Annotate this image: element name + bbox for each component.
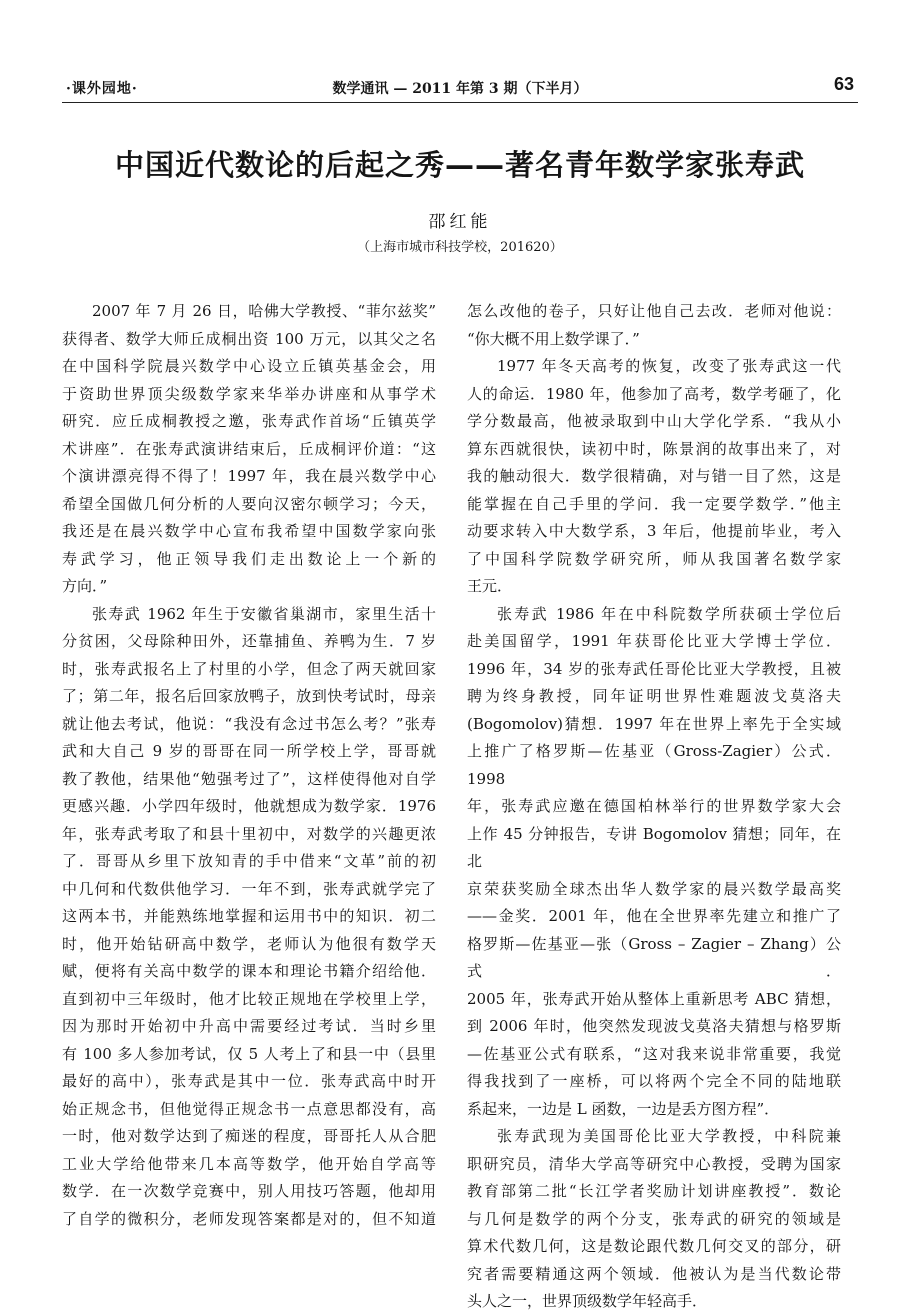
text-line: 有 100 多人参加考试，仅 5 人考上了和县一中（县里 <box>62 1044 436 1063</box>
text-line: 这两本书，并能熟练地掌握和运用书中的知识．初二 <box>62 907 436 925</box>
text-line: 头人之一，世界顶级数学年轻高手． <box>467 1292 708 1310</box>
article-title: 中国近代数论的后起之秀——著名青年数学家张寿武 <box>114 148 805 182</box>
text-line: 了自学的微积分，老师发现答案都是对的，但不知道 <box>62 1209 436 1228</box>
text-line: 术讲座”．在张寿武演讲结束后，丘成桐评价道：“这 <box>62 439 436 458</box>
text-line: 张寿武 1962 年生于安徽省巢湖市，家里生活十 <box>92 604 436 623</box>
text-line: 系起来，一边是 L 函数，一边是丢方图方程”． <box>467 1099 780 1118</box>
author-name: 邵红能 <box>428 212 492 232</box>
text-line: 寿武学习，他正领导我们走出数论上一个新的 <box>62 549 436 568</box>
text-line: 究者需要精通这两个领域．他被认为是当代数论带 <box>467 1264 841 1283</box>
text-line: “你大概不用上数学课了．” <box>467 329 640 348</box>
text-line: 学分数最高，他被录取到中山大学化学系．“我从小 <box>467 412 841 430</box>
text-line: 职研究员，清华大学高等研究中心教授，受聘为国家 <box>467 1154 841 1173</box>
text-line: 王元． <box>467 577 513 595</box>
text-line: 于资助世界顶尖级数学家来华举办讲座和从事学术 <box>62 384 436 403</box>
text-line: 方向．” <box>62 577 108 595</box>
text-line: 年，张寿武考取了和县十里初中，对数学的兴趣更浓 <box>62 824 436 843</box>
text-line: 工业大学给他带来几本高等数学，他开始自学高等 <box>62 1154 436 1173</box>
left-column <box>62 298 436 1233</box>
text-line: 怎么改他的卷子，只好让他自己去改．老师对他说： <box>467 302 841 320</box>
text-line: 算东西就很快，读初中时，陈景润的故事出来了，对 <box>467 439 841 458</box>
page-number: 63 <box>833 74 854 94</box>
running-header <box>62 74 858 100</box>
text-line: 一时，他对数学达到了痴迷的程度，哥哥托人从合肥 <box>62 1127 436 1145</box>
text-line: ——金奖．2001 年，他在全世界率先建立和推广了 <box>467 907 841 925</box>
text-line: 始正规念书，但他觉得正规念书一点意思都没有，高 <box>62 1099 436 1118</box>
text-line: 上推广了格罗斯—佐基亚（Gross-Zagier）公式．1998 <box>467 742 841 788</box>
text-line: 时，他开始钻研高中数学，老师认为他很有数学天 <box>62 934 436 953</box>
journal-issue: 数学通讯 — 2011 年第 3 期（下半月） <box>332 81 588 97</box>
text-line: 京荣获奖励全球杰出华人数学家的晨兴数学最高奖 <box>467 879 841 898</box>
text-line: 能掌握在自己手里的学问．我一定要学数学．”他主 <box>467 494 841 513</box>
text-line: 个演讲漂亮得不得了！1997 年，我在晨兴数学中心 <box>62 467 436 485</box>
text-line: 希望全国做几何分析的人要向汉密尔顿学习；今天， <box>62 494 436 513</box>
text-line: 到 2006 年时，他突然发现波戈莫洛夫猜想与格罗斯 <box>467 1017 841 1035</box>
text-line: 人的命运．1980 年，他参加了高考，数学考砸了，化 <box>467 384 841 403</box>
text-line: 在中国科学院晨兴数学中心设立丘镇英基金会，用 <box>62 357 436 375</box>
text-line: 张寿武 1986 年在中科院数学所获硕士学位后 <box>497 604 841 623</box>
text-line: 得我找到了一座桥，可以将两个完全不同的陆地联 <box>467 1072 841 1090</box>
text-line: 赴美国留学，1991 年获哥伦比亚大学博士学位． <box>467 632 841 650</box>
text-line: 最好的高中），张寿武是其中一位．张寿武高中时开 <box>62 1072 436 1090</box>
text-line: 动要求转入中大数学系，3 年后，他提前毕业，考入 <box>467 522 841 540</box>
section-label: ·课外园地· <box>66 81 138 97</box>
text-line: 1996 年，34 岁的张寿武任哥伦比亚大学教授，且被 <box>467 659 841 678</box>
text-line: —佐基亚公式有联系，“这对我来说非常重要，我觉 <box>467 1044 841 1063</box>
text-line: 时，张寿武报名上了村里的小学，但念了两天就回家 <box>62 659 436 678</box>
text-line: 上作 45 分钟报告，专讲 Bogomolov 猜想；同年，在北 <box>467 824 841 870</box>
text-line: 与几何是数学的两个分支，张寿武的研究的领域是 <box>467 1209 841 1228</box>
text-line: 了；第二年，报名后回家放鸭子，放到快考试时，母亲 <box>62 687 436 705</box>
text-line: 了中国科学院数学研究所，师从我国著名数学家 <box>467 549 841 568</box>
text-line: 更感兴趣．小学四年级时，他就想成为数学家．1976 <box>62 797 436 815</box>
text-line: 数学．在一次数学竞赛中，别人用技巧答题，他却用 <box>62 1182 436 1200</box>
text-line: 张寿武现为美国哥伦比亚大学教授，中科院兼 <box>497 1127 841 1145</box>
right-column <box>467 298 841 1316</box>
text-line: 算术代数几何，这是数论跟代数几何交叉的部分，研 <box>467 1237 841 1255</box>
text-line: 2005 年，张寿武开始从整体上重新思考 ABC 猜想， <box>467 989 841 1008</box>
text-line: 了．哥哥从乡里下放知青的手中借来“文革”前的初 <box>62 852 436 870</box>
text-line: 年，张寿武应邀在德国柏林举行的世界数学家大会 <box>467 797 841 815</box>
author-affiliation: （上海市城市科技学校，201620） <box>357 240 563 255</box>
text-line: 分贫困，父母除种田外，还靠捕鱼、养鸭为生．7 岁 <box>62 632 436 650</box>
text-line: 1977 年冬天高考的恢复，改变了张寿武这一代 <box>497 357 841 375</box>
text-line: 我还是在晨兴数学中心宣布我希望中国数学家向张 <box>62 522 436 540</box>
text-line: 因为那时开始初中升高中需要经过考试．当时乡里 <box>62 1017 436 1035</box>
text-line: 教育部第二批“长江学者奖励计划讲座教授”．数论 <box>467 1182 841 1200</box>
text-line: 我的触动很大．数学很精确，对与错一目了然，这是 <box>467 467 841 485</box>
text-line: 赋，便将有关高中数学的课本和理论书籍介绍给他． <box>62 962 436 980</box>
text-line: 研究．应丘成桐教授之邀，张寿武作首场“丘镇英学 <box>62 412 436 430</box>
text-line: 直到初中三年级时，他才比较正规地在学校里上学， <box>62 989 436 1008</box>
text-line: 获得者、数学大师丘成桐出资 100 万元，以其父之名 <box>62 329 436 348</box>
text-line: 格罗斯—佐基亚—张（Gross – Zagier – Zhang）公式． <box>467 934 841 980</box>
text-line: 教了教他，结果他“勉强考过了”，这样使得他对自学 <box>62 769 436 788</box>
header-rule <box>62 102 858 103</box>
text-line: (Bogomolov)猜想．1997 年在世界上率先于全实域 <box>467 714 841 733</box>
text-line: 就让他去考试，他说：“我没有念过书怎么考？”张寿 <box>62 714 436 733</box>
text-line: 中几何和代数供他学习．一年不到，张寿武就学完了 <box>62 879 436 898</box>
text-line: 聘为终身教授，同年证明世界性难题波戈莫洛夫 <box>467 687 841 705</box>
text-line: 2007 年 7 月 26 日，哈佛大学教授、“菲尔兹奖” <box>92 302 436 320</box>
text-line: 武和大自己 9 岁的哥哥在同一所学校上学，哥哥就 <box>62 742 436 760</box>
